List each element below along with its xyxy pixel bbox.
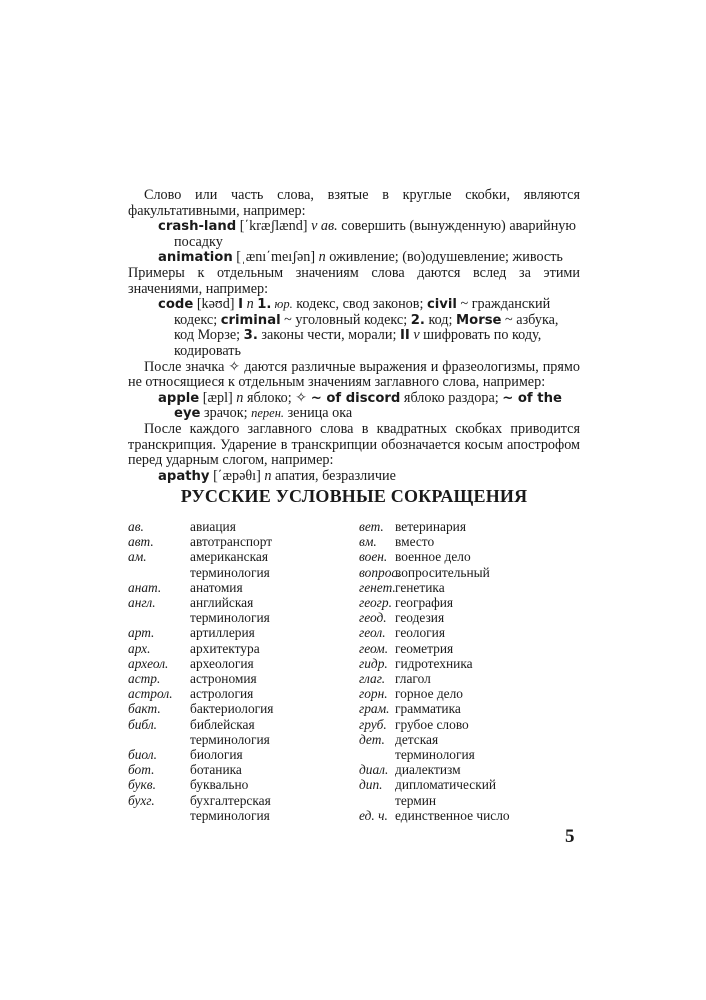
abbreviation-meaning: буквально xyxy=(190,777,249,793)
abbreviation-meaning: грамматика xyxy=(395,701,461,717)
pos-label: n xyxy=(236,389,244,406)
abbreviation-meaning: детская xyxy=(395,731,439,747)
abbreviation-meaning: геометрия xyxy=(395,640,454,656)
transcription: [kəʊd] xyxy=(193,296,239,313)
abbreviation-meaning: гидротехника xyxy=(395,655,473,671)
pos-label: n xyxy=(243,296,258,313)
abbreviation: астрол. xyxy=(128,686,173,702)
abbreviation: ед. ч. xyxy=(359,807,388,823)
abbreviation: анат. xyxy=(128,579,162,595)
transcription: [æpl] xyxy=(199,389,237,406)
abbreviation-row xyxy=(359,656,510,671)
abbreviation-row xyxy=(359,808,510,823)
abbreviation-meaning: терминология xyxy=(190,807,270,823)
abbreviation-meaning: горное дело xyxy=(395,686,463,702)
transcription: [ˌænı΄meıʃən] xyxy=(232,249,319,266)
abbreviation-meaning: авиация xyxy=(190,519,236,534)
pos-label: n xyxy=(264,467,272,484)
collocation: ~ of the eye xyxy=(174,390,562,422)
abbreviation-row xyxy=(128,777,273,792)
abbreviation: вет. xyxy=(359,519,384,534)
abbreviation: бот. xyxy=(128,762,155,778)
page-number: 5 xyxy=(565,826,575,847)
sense-number: 2. xyxy=(410,312,425,328)
abbreviation: авт. xyxy=(128,534,154,550)
pos-label: v ав. xyxy=(311,218,338,235)
abbreviation-row xyxy=(359,747,510,762)
example-apathy xyxy=(128,469,580,485)
abbreviation: генет. xyxy=(359,579,396,595)
example-crash-land xyxy=(128,219,580,250)
abbreviation-row xyxy=(359,595,510,610)
abbreviation xyxy=(128,732,190,747)
abbreviation xyxy=(128,610,190,625)
headword: apathy xyxy=(158,468,210,484)
gloss: ~ азбука, код Морзе; xyxy=(174,311,559,344)
gloss: код; xyxy=(424,311,457,328)
gloss: зеница ока xyxy=(284,405,353,422)
abbreviation-meaning: ветеринария xyxy=(395,519,466,534)
abbreviation-row xyxy=(359,610,510,625)
abbreviation-row xyxy=(128,549,273,564)
sense-number: 1. xyxy=(257,297,272,313)
gloss: яблоко; ✧ xyxy=(243,389,311,406)
abbreviation-row xyxy=(128,686,273,701)
abbreviation-row xyxy=(128,671,273,686)
collocation: criminal xyxy=(220,312,281,328)
abbreviation-meaning: термин xyxy=(395,792,437,808)
abbreviation-row xyxy=(128,580,273,595)
abbreviation-meaning: астрономия xyxy=(190,671,257,687)
abbreviation-meaning: единственное число xyxy=(395,807,510,823)
abbreviation-meaning: терминология xyxy=(190,564,270,580)
abbreviation: диал. xyxy=(359,762,389,778)
abbreviation: букв. xyxy=(128,777,156,793)
abbreviations-right-column xyxy=(359,519,510,823)
abbreviation-meaning: архитектура xyxy=(190,640,260,656)
abbreviation-meaning: астрология xyxy=(190,686,254,702)
headword: animation xyxy=(158,250,233,266)
abbreviations-left-column xyxy=(128,519,273,823)
paragraph-optional-parts: Слово или часть слова, взятые в круглые скобки, являются факультативными, например: xyxy=(128,187,580,219)
abbreviation-row xyxy=(128,565,273,580)
abbreviation-meaning: американская xyxy=(190,549,268,565)
abbreviation-row xyxy=(359,686,510,701)
abbreviation-row xyxy=(128,732,273,747)
abbreviation-row xyxy=(359,565,510,580)
abbreviation: вм. xyxy=(359,534,377,550)
abbreviation-meaning: артиллерия xyxy=(190,625,255,641)
collocation: Morse xyxy=(456,312,502,328)
abbreviation: гидр. xyxy=(359,655,388,671)
abbreviation-meaning: бактериология xyxy=(190,701,274,717)
transcription: [΄kræʃlænd] xyxy=(236,218,312,235)
paragraph-phraseology: После значка ✧ даются различные выражения и фразеологизмы, прямо не относящиеся к отдельным значениям заглавного слова, например: xyxy=(128,358,580,391)
abbreviation-row xyxy=(128,808,273,823)
gloss: шифровать по коду, кодировать xyxy=(174,327,542,359)
abbreviation-row xyxy=(128,793,273,808)
abbreviation-row xyxy=(128,519,273,534)
abbreviation-meaning: вопросительный xyxy=(395,564,490,580)
example-animation xyxy=(128,250,580,266)
abbreviation xyxy=(128,808,190,823)
section-title: РУССКИЕ УСЛОВНЫЕ СОКРАЩЕНИЯ xyxy=(180,486,528,506)
abbreviation-row xyxy=(128,717,273,732)
collocation: civil xyxy=(426,297,457,313)
gloss: зрачок; xyxy=(200,405,252,422)
gloss: яблоко раздора; xyxy=(400,389,503,406)
abbreviation: библ. xyxy=(128,716,158,732)
abbreviation-meaning: дипломатический xyxy=(395,777,497,793)
abbreviation-meaning: бухгалтерская xyxy=(190,792,271,808)
abbreviation: ав. xyxy=(128,519,144,534)
abbreviation: грам. xyxy=(359,701,390,717)
abbreviation xyxy=(128,565,190,580)
abbreviation-meaning: английская xyxy=(190,595,254,611)
gloss: законы чести, морали; xyxy=(257,327,400,344)
abbreviation-row xyxy=(359,519,510,534)
abbreviation: воен. xyxy=(359,549,388,565)
usage-label: юр. xyxy=(271,297,293,312)
abbreviation-meaning: геодезия xyxy=(395,610,445,626)
paragraph-examples: Примеры к отдельным значениям слова даются вслед за этими значениями, например: xyxy=(128,264,580,297)
abbreviation: геол. xyxy=(359,625,386,641)
abbreviation-row xyxy=(359,717,510,732)
abbreviation: бухг. xyxy=(128,792,155,808)
abbreviation-meaning: библейская xyxy=(190,716,255,732)
abbreviation-meaning: грубое слово xyxy=(395,716,469,732)
abbreviation: ам. xyxy=(128,549,147,565)
abbreviation-row xyxy=(359,549,510,564)
sense-number: 3. xyxy=(243,328,258,344)
abbreviation-meaning: география xyxy=(395,595,454,611)
abbreviation-row xyxy=(128,641,273,656)
gloss: оживление; (во)одушевление; живость xyxy=(325,249,563,266)
abbreviation-row xyxy=(359,641,510,656)
abbreviation-row xyxy=(359,701,510,716)
abbreviation-meaning: анатомия xyxy=(190,579,243,595)
abbreviation-meaning: геология xyxy=(395,625,445,641)
abbreviation-row xyxy=(128,595,273,610)
abbreviation-meaning: терминология xyxy=(190,731,270,747)
abbreviation-row xyxy=(128,656,273,671)
abbreviation-meaning: генетика xyxy=(395,579,445,595)
abbreviation-row xyxy=(359,534,510,549)
abbreviation-meaning: военное дело xyxy=(395,549,471,565)
abbreviation: груб. xyxy=(359,716,387,732)
abbreviation: глаг. xyxy=(359,671,386,687)
abbreviation-row xyxy=(128,762,273,777)
example-code xyxy=(128,297,580,359)
abbreviation-row xyxy=(359,777,510,792)
abbreviation-row xyxy=(128,610,273,625)
abbreviation-meaning: глагол xyxy=(395,671,431,687)
roman-numeral: II xyxy=(399,328,410,344)
usage-label: перен. xyxy=(251,406,285,421)
abbreviation-row xyxy=(359,732,510,747)
gloss: ~ гражданский кодекс; xyxy=(174,296,551,328)
abbreviation: биол. xyxy=(128,747,157,763)
abbreviation-row xyxy=(359,625,510,640)
abbreviation xyxy=(359,793,395,808)
abbreviation: археол. xyxy=(128,655,169,671)
abbreviation-row xyxy=(359,671,510,686)
abbreviation-row xyxy=(359,580,510,595)
abbreviation-meaning: вместо xyxy=(395,534,435,550)
abbreviation-meaning: диалектизм xyxy=(395,762,461,778)
abbreviation: арт. xyxy=(128,625,155,641)
example-apple xyxy=(128,391,580,422)
transcription: [΄æpəθı] xyxy=(209,467,265,484)
abbreviation-meaning: терминология xyxy=(395,747,475,763)
gloss: ~ уголовный кодекс; xyxy=(280,311,411,328)
abbreviation: дип. xyxy=(359,777,383,793)
pos-label: n xyxy=(318,249,326,266)
abbreviation-row xyxy=(359,762,510,777)
headword: code xyxy=(158,297,194,313)
abbreviation: горн. xyxy=(359,686,388,702)
abbreviation: арх. xyxy=(128,640,151,656)
abbreviation-row xyxy=(128,534,273,549)
abbreviation-meaning: автотранспорт xyxy=(190,534,273,550)
headword: apple xyxy=(158,390,200,406)
headword: crash-land xyxy=(158,219,237,235)
abbreviation: бакт. xyxy=(128,701,161,717)
abbreviation-meaning: биология xyxy=(190,747,243,763)
paragraph-transcription: После каждого заглавного слова в квадратных скобках приводится транскрипция. Ударение в транскрипции обозначается косым апострофом перед ударным слогом, например: xyxy=(128,420,580,469)
abbreviation: геогр. xyxy=(359,595,392,611)
abbreviation-row xyxy=(359,793,510,808)
abbreviation: дет. xyxy=(359,731,385,747)
abbreviation xyxy=(359,747,395,762)
gloss: апатия, безразличие xyxy=(271,467,396,484)
abbreviation: геод. xyxy=(359,610,387,626)
gloss: совершить (вынужденную) аварийную посадку xyxy=(174,218,576,250)
abbreviation: геом. xyxy=(359,640,389,656)
dictionary-notes xyxy=(128,188,580,484)
abbreviation-meaning: терминология xyxy=(190,610,270,626)
abbreviation: астр. xyxy=(128,671,161,687)
abbreviation-meaning: ботаника xyxy=(190,762,242,778)
collocation: ~ of discord xyxy=(310,390,401,406)
abbreviation-row xyxy=(128,625,273,640)
roman-numeral: I xyxy=(238,297,244,313)
abbreviation: англ. xyxy=(128,595,156,611)
abbreviation: вопрос. xyxy=(359,564,401,580)
abbreviation-row xyxy=(128,747,273,762)
gloss: кодекс, свод законов; xyxy=(292,296,427,313)
abbreviation-meaning: археология xyxy=(190,655,254,671)
pos-label: v xyxy=(409,327,420,344)
abbreviation-row xyxy=(128,701,273,716)
